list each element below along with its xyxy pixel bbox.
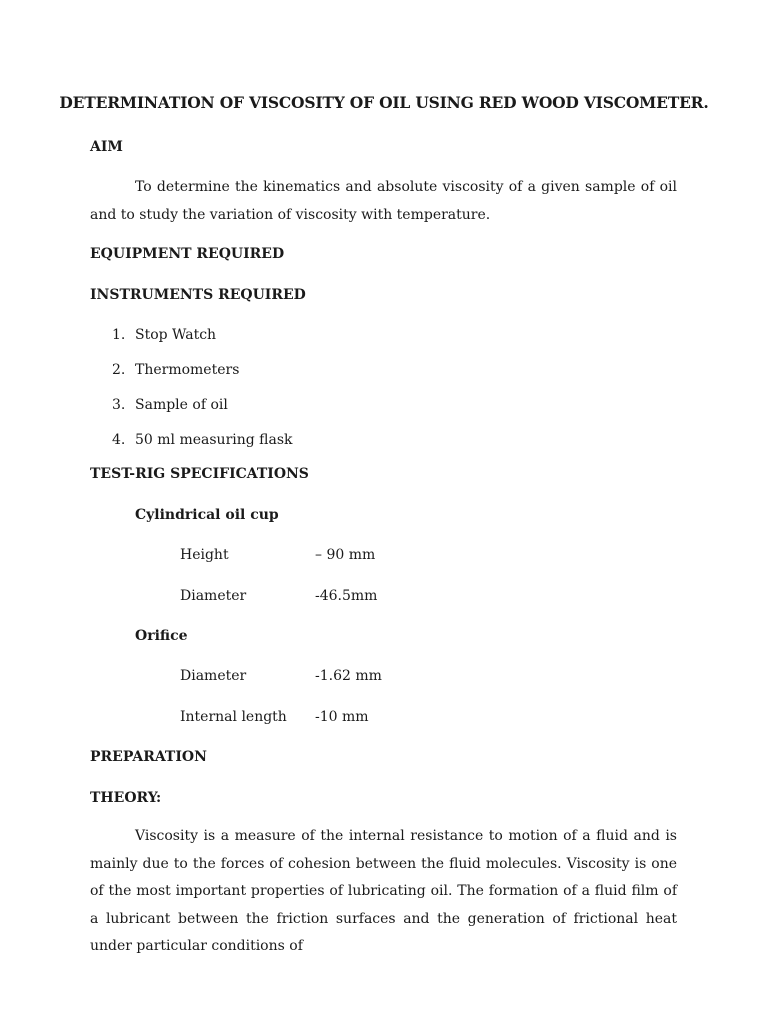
spec-value: -46.5mm xyxy=(315,588,378,604)
list-item-number: 2. xyxy=(112,362,126,378)
spec-value: -10 mm xyxy=(315,709,369,725)
spec-label: Height xyxy=(180,547,229,563)
spec-label: Diameter xyxy=(180,668,247,684)
spec-value: – 90 mm xyxy=(315,547,376,563)
theory-heading: THEORY: xyxy=(90,790,162,806)
list-item-number: 3. xyxy=(112,397,126,413)
theory-paragraph xyxy=(90,823,677,961)
theory-text: Viscosity is a measure of the internal resistance to motion of a fluid and is mainly due to the forces of cohesion between the fluid molecules. Viscosity is one of the most important properties of lubricating oil. The formation of a fluid film of a lubricant between the friction surfaces and the generation of frictional heat under particular conditions of xyxy=(90,828,677,954)
list-item-number: 1. xyxy=(112,327,126,343)
document-title: DETERMINATION OF VISCOSITY OF OIL USING RED WOOD VISCOMETER. xyxy=(59,93,709,112)
preparation-heading: PREPARATION xyxy=(90,749,207,765)
orifice-heading: Orifice xyxy=(135,628,188,644)
aim-text: To determine the kinematics and absolute viscosity of a given sample of oil and to study the variation of viscosity with temperature. xyxy=(90,179,677,223)
list-item-text: Sample of oil xyxy=(135,397,228,413)
list-item-text: 50 ml measuring flask xyxy=(135,432,293,448)
list-item-text: Thermometers xyxy=(135,362,240,378)
cup-heading: Cylindrical oil cup xyxy=(135,507,279,523)
aim-heading: AIM xyxy=(90,139,123,155)
spec-label: Diameter xyxy=(180,588,247,604)
instruments-heading: INSTRUMENTS REQUIRED xyxy=(90,287,306,303)
aim-paragraph xyxy=(90,174,677,229)
equipment-heading: EQUIPMENT REQUIRED xyxy=(90,246,285,262)
specs-heading: TEST-RIG SPECIFICATIONS xyxy=(90,466,309,482)
spec-label: Internal length xyxy=(180,709,287,725)
list-item-number: 4. xyxy=(112,432,126,448)
list-item-text: Stop Watch xyxy=(135,327,217,343)
spec-value: -1.62 mm xyxy=(315,668,382,684)
